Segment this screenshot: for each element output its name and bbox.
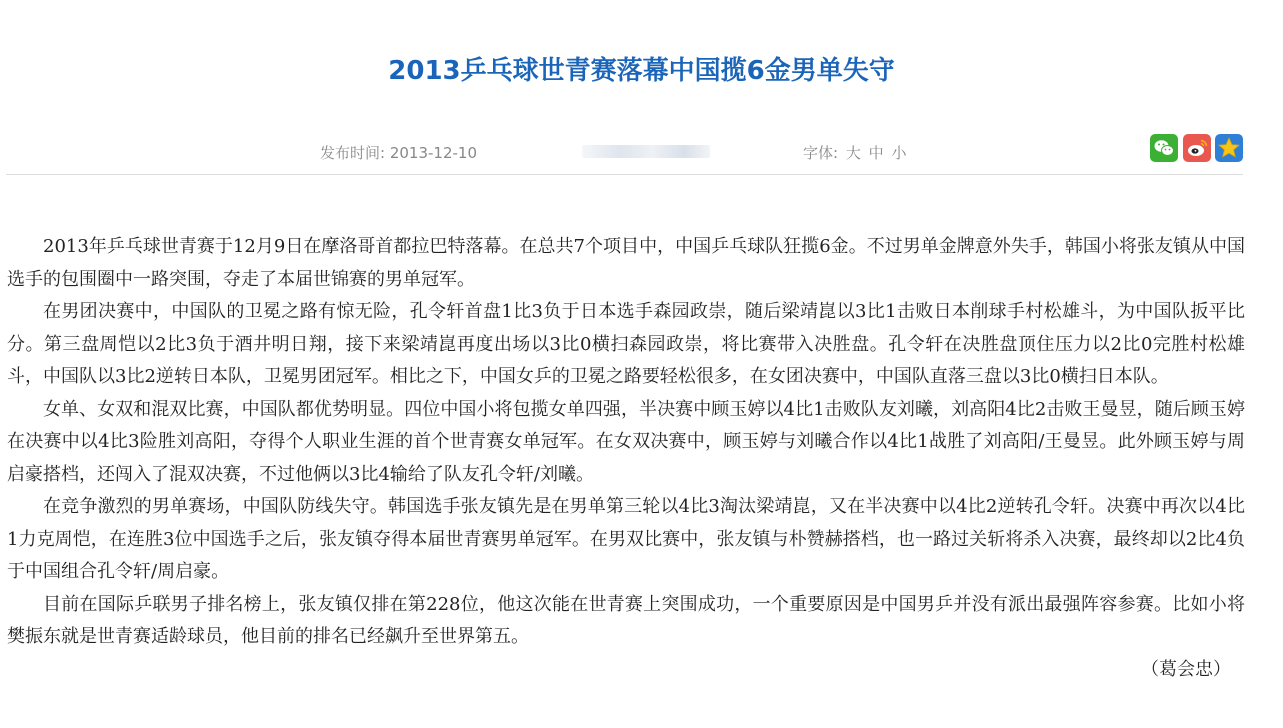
font-size-control — [803, 142, 906, 163]
favorite-star-icon[interactable] — [1215, 134, 1243, 162]
paragraph: 目前在国际乒联男子排名榜上，张友镇仅排在第228位，他这次能在世青赛上突围成功，一个重要原因是中国男乒并没有派出最强阵容参赛。比如小将樊振东就是世青赛适龄球员，他目前的排名已经飙升至世界第五。 — [7, 593, 1245, 647]
weibo-icon[interactable] — [1183, 134, 1211, 162]
font-size-large[interactable]: 大 — [845, 144, 861, 162]
article-meta — [0, 140, 1283, 164]
publish-time — [320, 142, 477, 163]
blurred-placeholder — [582, 145, 710, 158]
font-size-small[interactable]: 小 — [891, 144, 907, 162]
publish-time-label: 发布时间: — [320, 144, 386, 162]
paragraph: 2013年乒乓球世青赛于12月9日在摩洛哥首都拉巴特落幕。在总共7个项目中，中国乒乓球队狂揽6金。不过男单金牌意外失手，韩国小将张友镇从中国选手的包围圈中一路突围，夺走了本届世锦赛的男单冠军。 — [7, 236, 1245, 290]
wechat-icon[interactable] — [1150, 134, 1178, 162]
article-body — [7, 231, 1245, 686]
font-size-label: 字体: — [803, 144, 839, 162]
paragraph: 在男团决赛中，中国队的卫冕之路有惊无险，孔令轩首盘1比3负于日本选手森园政崇，随后梁靖崑以3比1击败日本削球手村松雄斗，为中国队扳平比分。第三盘周恺以2比3负于酒井明日翔，接下来梁靖崑再度出场以3比0横扫森园政崇，将比赛带入决胜盘。孔令轩在决胜盘顶住压力以2比0完胜村松雄斗，中国队以3比2逆转日本队，卫冕男团冠军。相比之下，中国女乒的卫冕之路要轻松很多，在女团决赛中，中国队直落三盘以3比0横扫日本队。 — [7, 301, 1245, 387]
paragraph: 在竞争激烈的男单赛场，中国队防线失守。韩国选手张友镇先是在男单第三轮以4比3淘汰梁靖崑，又在半决赛中以4比2逆转孔令轩。决赛中再次以4比1力克周恺，在连胜3位中国选手之后，张友镇夺得本届世青赛男单冠军。在男双比赛中，张友镇与朴赞赫搭档，也一路过关斩将杀入决赛，最终却以2比4负于中国组合孔令轩/周启豪。 — [7, 496, 1245, 582]
header-divider — [6, 174, 1243, 175]
paragraph: 女单、女双和混双比赛，中国队都优势明显。四位中国小将包揽女单四强，半决赛中顾玉婷以4比1击败队友刘曦，刘高阳4比2击败王曼昱，随后顾玉婷在决赛中以4比3险胜刘高阳，夺得个人职业生涯的首个世青赛女单冠军。在女双决赛中，顾玉婷与刘曦合作以4比1战胜了刘高阳/王曼昱。此外顾玉婷与周启豪搭档，还闯入了混双决赛，不过他俩以3比4输给了队友孔令轩/刘曦。 — [7, 398, 1245, 485]
publish-date: 2013-12-10 — [389, 144, 478, 162]
article-title: 2013乒乓球世青赛落幕中国揽6金男单失守 — [388, 56, 895, 86]
author-signature: （葛会忠） — [1141, 658, 1231, 680]
font-size-medium[interactable]: 中 — [868, 144, 884, 162]
